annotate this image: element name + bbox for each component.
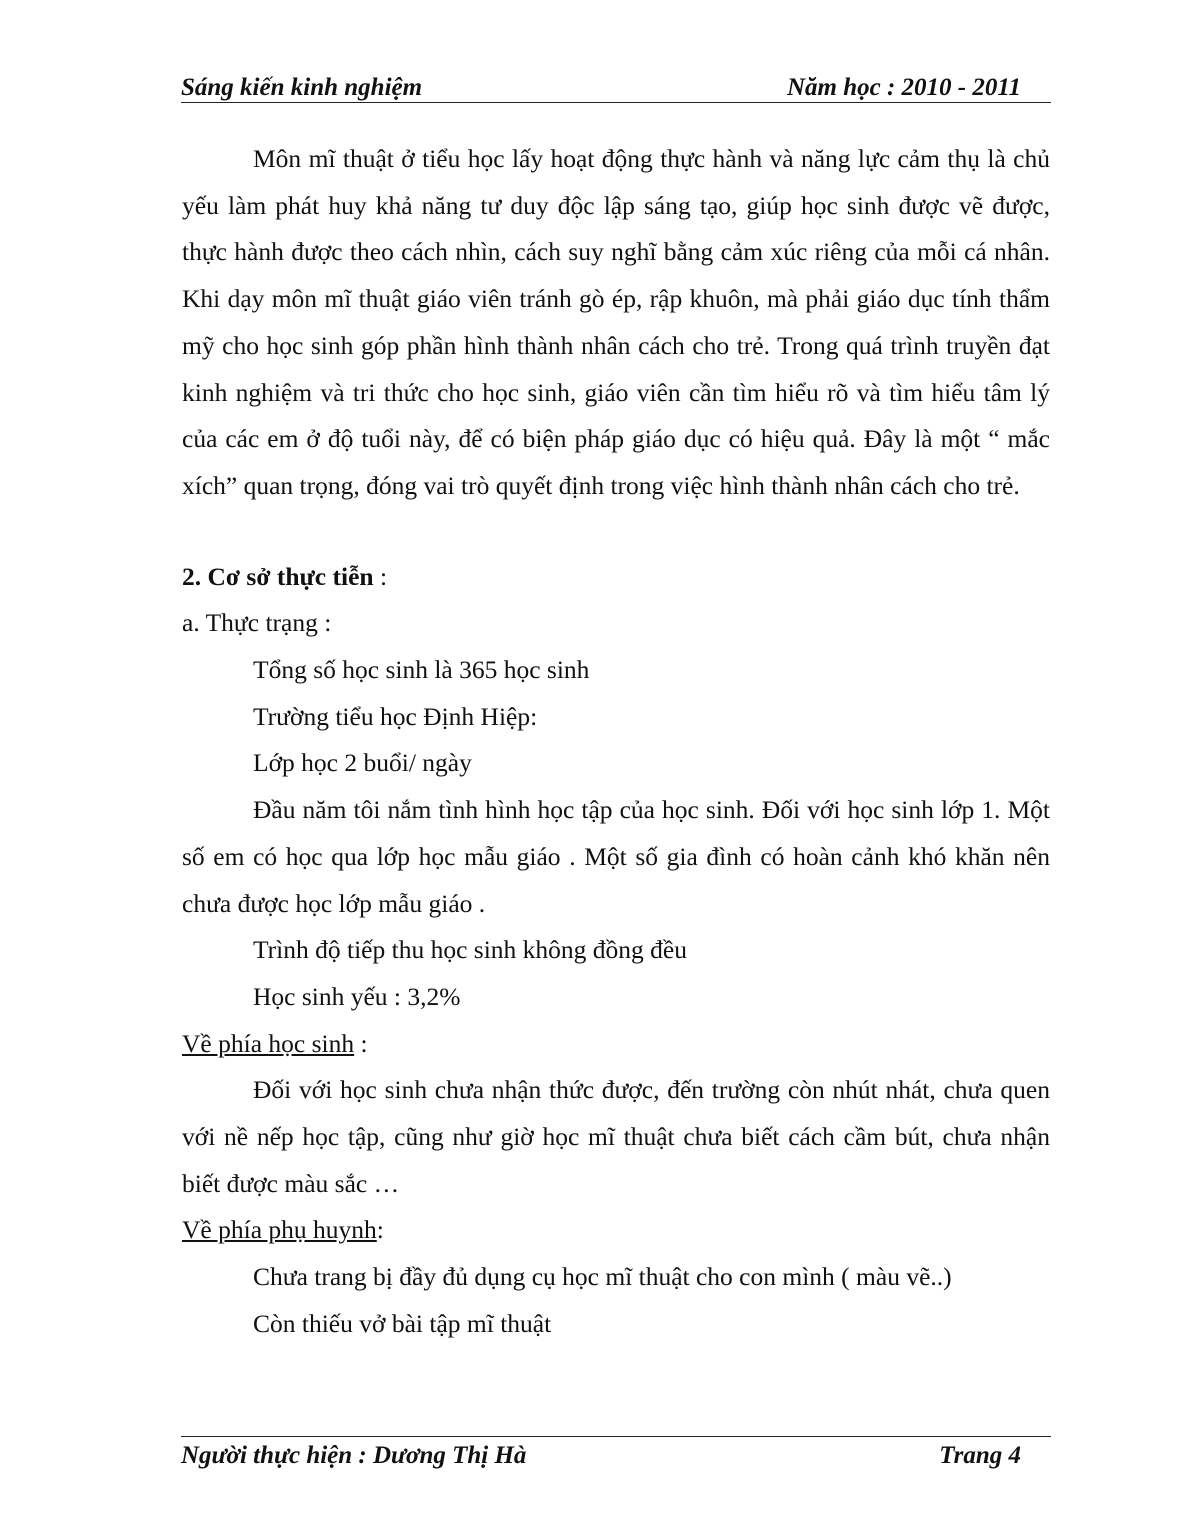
line-parents-equipment: Chưa trang bị đầy đủ dụng cụ học mĩ thuật cho con mình ( màu vẽ..) [253, 1262, 952, 1292]
subheading-current-status: a. Thực trạng : [182, 608, 332, 638]
document-body [182, 136, 1050, 1348]
header-title: Sáng kiến kinh nghiệm [181, 74, 423, 101]
footer-author: Người thực hiện : Dương Thị Hà [181, 1442, 527, 1469]
section-heading-text: 2. Cơ sở thực tiễn [182, 561, 374, 591]
spacer [182, 510, 1050, 554]
page-footer [181, 1436, 1051, 1469]
heading-students-suffix: : [354, 1028, 368, 1058]
line-class-schedule: Lớp học 2 buổi/ ngày [253, 748, 472, 778]
paragraph-intro: Môn mĩ thuật ở tiểu học lấy hoạt động thực hành và năng lực cảm thụ là chủ yếu làm phát huy khả năng tư duy độc lập sáng tạo, giúp học sinh được vẽ được, thực hành được theo cách nhìn, cách suy nghĩ bằng cảm xúc riêng của mỗi cá nhân. Khi dạy môn mĩ thuật giáo viên tránh gò ép, rập khuôn, mà phải giáo dục tính thẩm mỹ cho học sinh góp phần hình thành nhân cách cho trẻ. Trong quá trình truyền đạt kinh nghiệm và tri thức cho học sinh, giáo viên cần tìm hiểu rõ và tìm hiểu tâm lý của các em ở độ tuổi này, để có biện pháp giáo dục có hiệu quả. Đây là một “ mắc xích” quan trọng, đóng vai trò quyết định trong việc hình thành nhân cách cho trẻ. [182, 144, 1050, 500]
paragraph-students: Đối với học sinh chưa nhận thức được, đến trường còn nhút nhát, chưa quen với nề nếp học tập, cũng như giờ học mĩ thuật chưa biết cách cầm bút, chưa nhận biết được màu sắc … [182, 1075, 1050, 1198]
line-learning-level: Trình độ tiếp thu học sinh không đồng đều [253, 935, 687, 965]
heading-parents-text: Về phía phụ huynh [182, 1215, 377, 1245]
line-school-name: Trường tiểu học Định Hiệp: [253, 701, 538, 731]
paragraph-start-of-year: Đầu năm tôi nắm tình hình học tập của học sinh. Đối với học sinh lớp 1. Một số em có học qua lớp học mẫu giáo . Một số gia đình có hoàn cảnh khó khăn nên chưa được học lớp mẫu giáo . [182, 795, 1050, 918]
page-header [181, 70, 1051, 103]
heading-students-text: Về phía học sinh [182, 1028, 355, 1058]
heading-parents-side [182, 1207, 1050, 1254]
footer-page-number: Trang 4 [939, 1442, 1021, 1469]
header-school-year: Năm học : 2010 - 2011 [786, 74, 1021, 101]
section-heading-practical-basis [182, 554, 1050, 601]
line-weak-students: Học sinh yếu : 3,2% [253, 981, 461, 1011]
line-parents-workbook: Còn thiếu vở bài tập mĩ thuật [253, 1308, 552, 1338]
section-heading-suffix: : [373, 561, 388, 591]
heading-parents-suffix: : [376, 1215, 384, 1245]
heading-students-side [182, 1021, 1050, 1068]
line-total-students: Tổng số học sinh là 365 học sinh [253, 655, 590, 685]
